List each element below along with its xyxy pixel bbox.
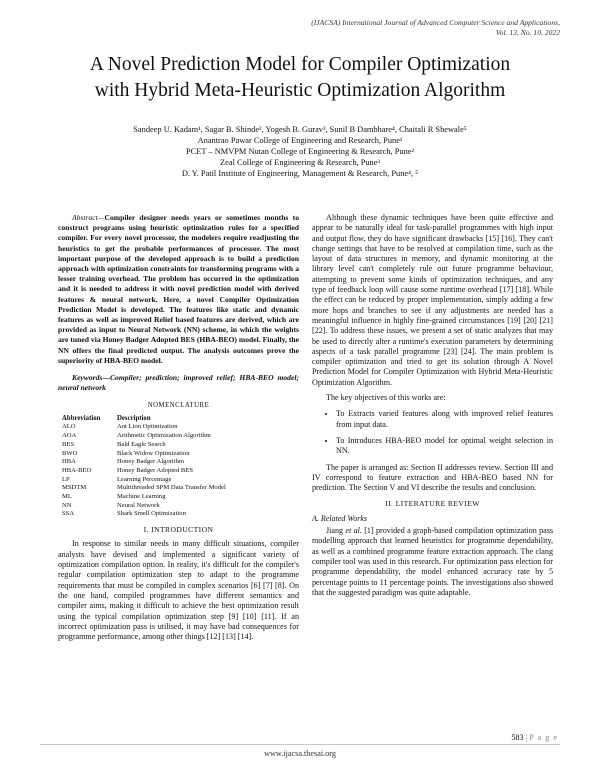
- nomenclature-row: [62, 450, 262, 459]
- nomenclature-row: [62, 423, 262, 432]
- literature-paragraph: [312, 526, 553, 598]
- paper-title: [20, 52, 580, 104]
- body-paragraph: Although these dynamic techniques have been quite effective and appear to be naturally ideal for task-parallel programmes with high input and output flow, they do have significant drawbacks [15] [16]. They can't change settings that have to be resolved at compilation time, such as the layout of data structures in memory, and dynamic monitoring at the library level can't completely rule out future programme behaviour, attempting to prevent some kinds of optimization techniques, and any type of feedback loop will cause some runtime overhead [17] [18]. While the effect can be reduced by proper implementation, simply adding a few more hops and branches to see if any adjustments are needed has a meaningful influence in highly fine-grained circumstances [19] [20] [21] [22]. To address these issues, we present a set of static analyzes that may be used to directly alter a runtime's execution parameters by determining aspects of a task parallel programme [23] [24]. The main problem is compiler optimization and tried to get its solution through A Novel Prediction Model for Compiler Optimization with Hybrid Meta-Heuristic Optimization Algorithm.: [312, 213, 553, 387]
- journal-volume: Vol. 13, No. 10, 2022: [495, 27, 560, 37]
- desc-cell: Arithmetic Optimization Algorithm: [117, 432, 211, 440]
- journal-header: [230, 18, 560, 37]
- desc-cell: Bald Eagle Search: [117, 440, 166, 448]
- abbr-cell: MSDTM: [62, 484, 87, 492]
- nomenclature-row: [62, 432, 262, 441]
- abstract: [58, 213, 299, 366]
- literature-text: [1] provided a graph-based compilation optimization pass modelling approach that learned heuristics for programme dependability, as well as a combined programme feature extraction approach. The clang compiler tool was used in this research. For optimization pass election for programme dependability, the model enhanced accuracy rate by 5 percentage points to 11 percentage points. The investigations also showed that the suggested paradigm was quite adaptable.: [312, 526, 554, 597]
- nomenclature-row: [62, 458, 262, 467]
- desc-cell: Honey Badger Adopted BES: [117, 466, 194, 474]
- abbr-cell: NN: [62, 501, 72, 509]
- title-line-1: A Novel Prediction Model for Compiler Optimization: [89, 54, 511, 75]
- page-number-value: 583: [511, 733, 524, 742]
- left-column: [58, 213, 299, 642]
- affiliation-2: PCET – NMVPM Nutan College of Engineering & Research, Pune²: [186, 147, 414, 156]
- keywords-label: Keywords—: [72, 373, 110, 383]
- keywords: [58, 373, 299, 393]
- abbr-cell: BWO: [62, 449, 78, 457]
- affiliation-3: Zeal College of Engineering & Research, Pune³: [220, 158, 380, 167]
- abbr-cell: HBA: [62, 458, 76, 466]
- introduction-heading: I. INTRODUCTION: [143, 525, 214, 535]
- title-line-2: with Hybrid Meta-Heuristic Optimization Algorithm: [94, 80, 506, 101]
- abbr-cell: ML: [62, 493, 72, 501]
- objectives-list: [312, 409, 553, 456]
- objectives-intro: The key objectives of this works are:: [326, 393, 446, 403]
- literature-heading: II. LITERATURE REVIEW: [385, 499, 480, 509]
- abbr-cell: LP: [62, 475, 70, 483]
- journal-name: (IJACSA) International Journal of Advanced Computer Science and Applications,: [311, 18, 560, 27]
- desc-cell: Multithreaded SPM Data Transfer Model: [117, 484, 226, 492]
- nomenclature-table: [62, 415, 262, 519]
- desc-cell: Ant Lion Optimization: [117, 423, 178, 431]
- objective-item: • To Extracts varied features along with improved relief features from input data.: [336, 409, 553, 430]
- abbr-cell: AOA: [62, 432, 77, 440]
- desc-cell: Neural Network: [117, 501, 160, 509]
- nomenclature-row: [62, 493, 262, 502]
- et-al: et al.: [345, 526, 362, 536]
- desc-cell: Shark Smell Optimization: [117, 510, 186, 518]
- abbr-cell: SSA: [62, 510, 75, 518]
- nomenclature-row: [62, 467, 262, 476]
- nomenclature-row: [62, 502, 262, 511]
- keywords-text: Compiler; prediction; improved relief; HBA-BEO model; neural network: [58, 373, 299, 393]
- abstract-label: Abstract—: [72, 213, 105, 222]
- nomenclature-row: [62, 441, 262, 450]
- introduction-paragraph: In response to similar needs in many difficult situations, compiler analysts have devised and implemented a significant variety of optimization compilation option. In reality, it's difficult for the compiler's regular compilation optimization step to adapt to the programme requirements that must be compiled in complex scenarios [6] [7] [8]. On the one hand, compiled programmes have different semantics and compiler aims, making it difficult to achieve the best optimization result using the typical compilation optimization step [9] [10] [11]. If an incorrect optimization pass is utilised, it may have bad consequences for programme performance, among other things [12] [13] [14].: [58, 539, 299, 642]
- desc-cell: Black Widow Optimization: [117, 449, 190, 457]
- abbr-cell: HBA-BEO: [62, 466, 92, 474]
- nomenclature-col-desc: Description: [117, 414, 151, 422]
- affiliation-4: D. Y. Patil Institute of Engineering, Management & Research, Pune⁴, ⁵: [181, 169, 419, 178]
- nomenclature-header-row: [62, 415, 262, 424]
- nomenclature-row: [62, 484, 262, 493]
- cited-author: Jiang: [326, 526, 344, 536]
- nomenclature-row: [62, 476, 262, 485]
- footer-divider: [40, 744, 560, 745]
- author-list: Sandeep U. Kadam¹, Sagar B. Shinde², Yogesh B. Gurav³, Sunil B Dambhare⁴, Chaitali R Shewale⁵: [133, 125, 467, 134]
- page-number: [511, 733, 558, 742]
- related-works-heading: A. Related Works: [312, 513, 368, 523]
- author-block: [40, 124, 560, 179]
- abbr-cell: ALO: [62, 423, 76, 431]
- abstract-text: Compiler designer needs years or sometimes months to construct programs using heuristic optimization rules for a specified compiler. For every novel processor, the modelers require readjusting the heuristics to get the probable performances of processor. The most important purpose of the developed approach is to build a prediction approach with optimization constraints for transforming programs with a lesser training overhead. The problem has occurred in the optimization and it is needed to address it with novel prediction model with derived features & neural network. Here, a novel Compiler Optimization Prediction Model is developed. The features like static and dynamic features as well as improved Relief based features are derived, which are provided as input to Neural Network (NN) scheme, in which the weights are tuned via Honey Badger Adopted BES (HBA-BEO) model. Finally, the NN offers the final predicted output. The analysis outcomes prove the superiority of HBA-BEO model.: [58, 213, 299, 365]
- footer-website[interactable]: www.ijacsa.thesai.org: [264, 749, 336, 758]
- desc-cell: Honey Badger Algorithm: [117, 458, 185, 466]
- nomenclature-row: [62, 510, 262, 519]
- desc-cell: Learning Percentage: [117, 475, 172, 483]
- nomenclature-col-abbr: Abbreviation: [62, 414, 101, 422]
- right-column: [312, 213, 553, 598]
- abbr-cell: BES: [62, 440, 75, 448]
- nomenclature-heading: NOMENCLATURE: [147, 402, 210, 410]
- desc-cell: Machine Learning: [117, 493, 166, 501]
- page-separator: |: [525, 733, 528, 742]
- organization-paragraph: The paper is arranged as: Section II addresses review. Section III and IV correspond to feature extraction and HBA-BEO based NN for prediction. The Section V and VI describe the results and conclusion.: [312, 462, 553, 493]
- page-label: P a g e: [529, 733, 558, 742]
- objective-item: • To Introduces HBA-BEO model for optimal weight selection in NN.: [336, 436, 553, 457]
- affiliation-1: Anantrao Pawar College of Engineering and Research, Pune¹: [197, 136, 403, 145]
